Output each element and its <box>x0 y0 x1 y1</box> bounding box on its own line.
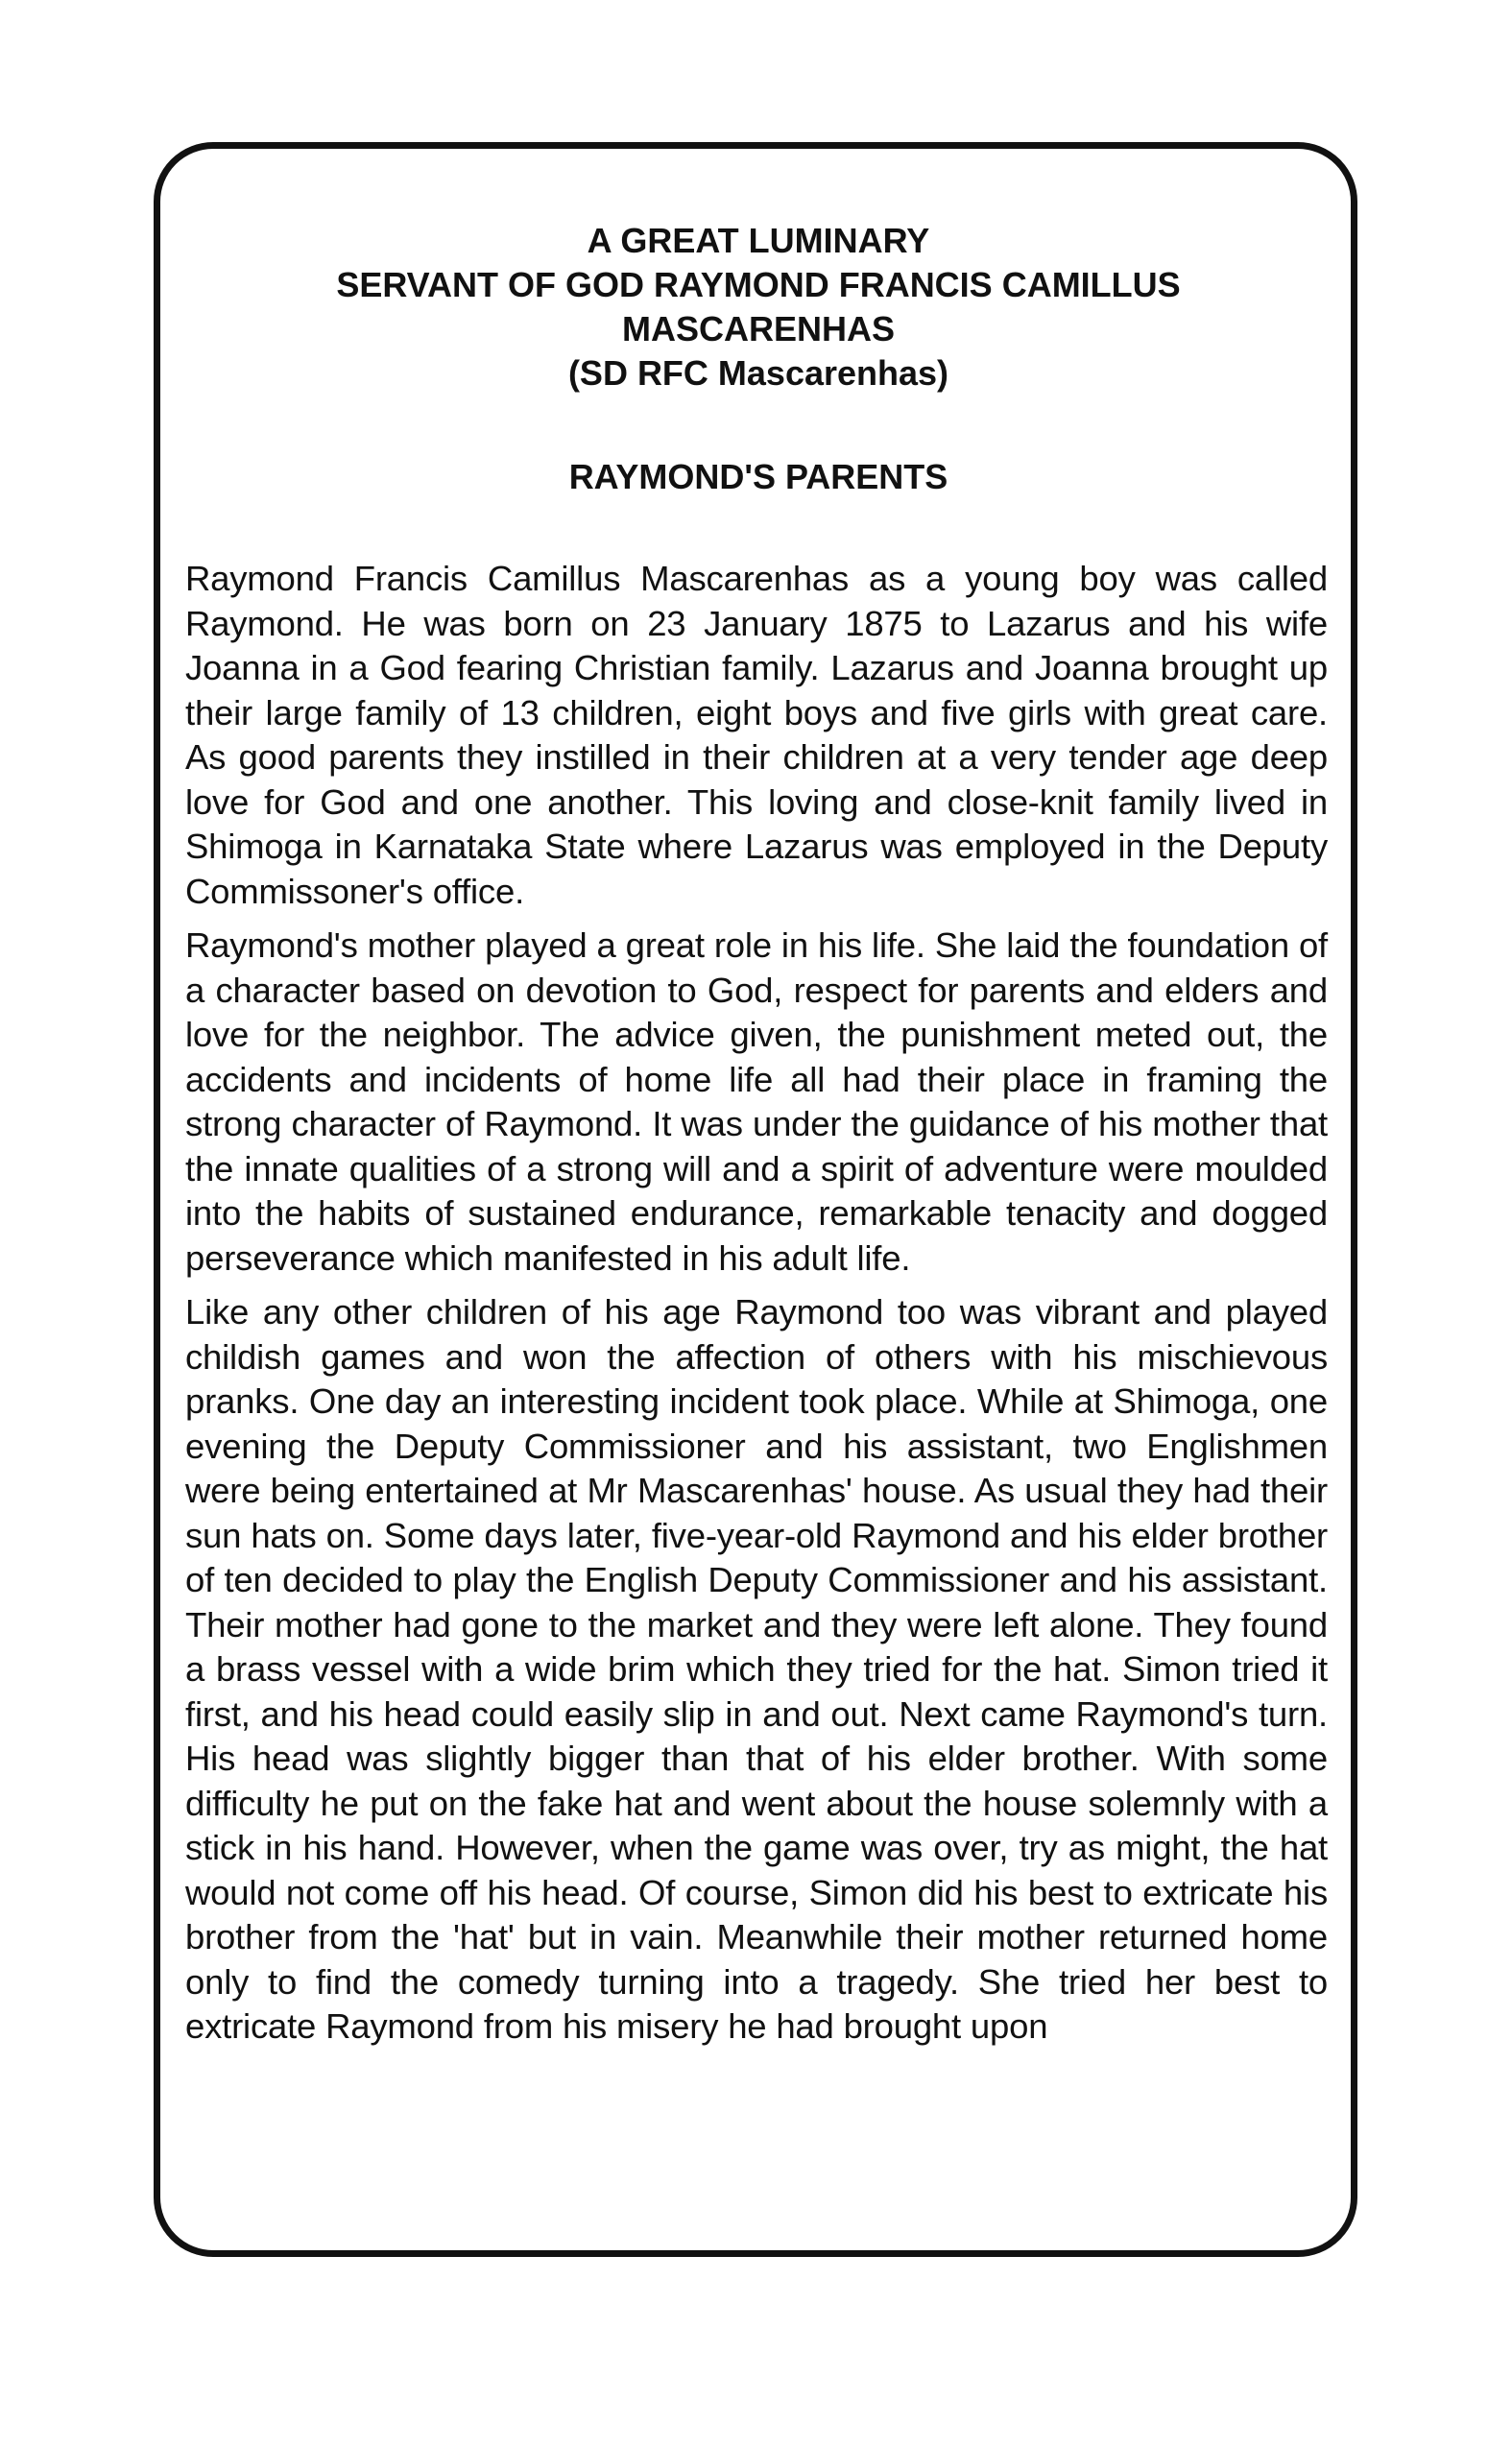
heading-subtitle-line1: SERVANT OF GOD RAYMOND FRANCIS CAMILLUS <box>336 265 1181 304</box>
section-title: RAYMOND'S PARENTS <box>568 457 948 496</box>
paragraph: Raymond Francis Camillus Mascarenhas as a young boy was called Raymond. He was born on 23 January 1875 to Lazarus and his wife Joanna in a God fearing Christian family. Lazarus and Joanna brought up their large family of 13 children, eight boys and five girls with great care. As good parents they instilled in their children at a very tender age deep love for God and one another. This loving and close-knit family lived in Shimoga in Karnataka State where Lazarus was employed in the Deputy Commissoner's office. <box>185 559 1328 911</box>
body-text <box>185 557 1328 2050</box>
heading-abbreviation: (SD RFC Mascarenhas) <box>567 353 949 393</box>
paragraph: Like any other children of his age Raymond too was vibrant and played childish games and won the affection of others with his mischievous pranks. One day an interesting incident took place. While at Shimoga, one evening the Deputy Commissioner and his assistant, two Englishmen were being entertained at Mr Mascarenhas' house. As usual they had their sun hats on. Some days later, five-year-old Raymond and his elder brother of ten decided to play the English Deputy Commissioner and his assistant. Their mother had gone to the market and they were left alone. They found a brass vessel with a wide brim which they tried for the hat. Simon tried it first, and his head could easily slip in and out. Next came Raymond's turn. His head was slightly bigger than that of his elder brother. With some difficulty he put on the fake hat and went about the house solemnly with a stick in his hand. However, when the game was over, try as might, the hat would not come off his head. Of course, Simon did his best to extricate his brother from the 'hat' but in vain. Meanwhile their mother returned home only to find the comedy turning into a tragedy. She tried her best to extricate Raymond from his misery he had brought upon <box>185 1292 1328 2046</box>
paragraph: Raymond's mother played a great role in his life. She laid the foundation of a character based on devotion to God, respect for parents and elders and love for the neighbor. The advice given, the punishment meted out, the accidents and incidents of home life all had their place in framing the strong character of Raymond. It was under the guidance of his mother that the innate qualities of a strong will and a spirit of adventure were moulded into the habits of sustained endurance, remarkable tenacity and dogged perseverance which manifested in his adult life. <box>185 925 1328 1278</box>
document-content <box>185 219 1328 2059</box>
document-heading <box>189 219 1328 396</box>
heading-title: A GREAT LUMINARY <box>587 221 930 260</box>
heading-subtitle-line2: MASCARENHAS <box>621 309 895 348</box>
